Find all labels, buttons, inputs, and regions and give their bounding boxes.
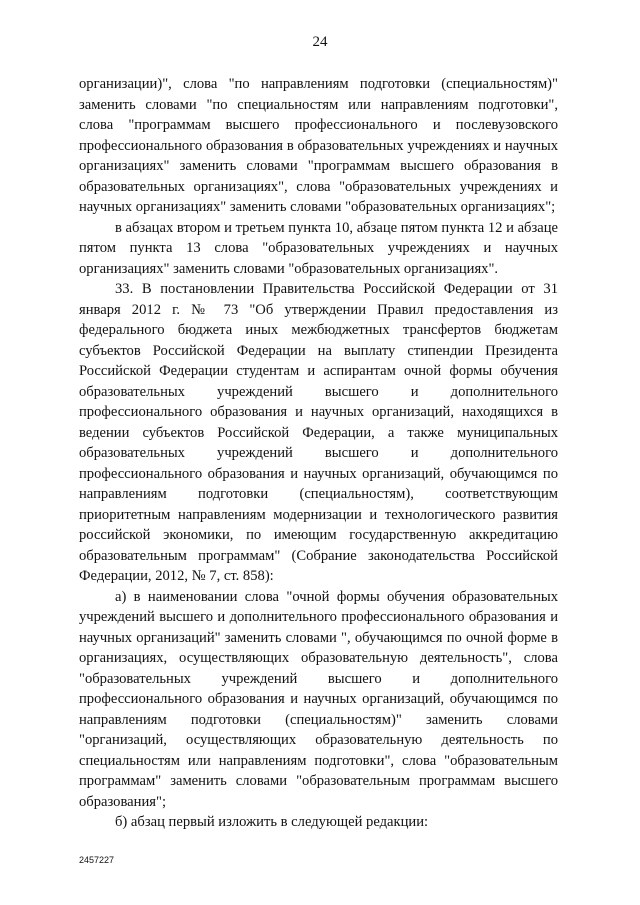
page-number: 24 xyxy=(312,34,328,50)
paragraph-item-10-12-13: в абзацах втором и третьем пункта 10, абзаце пятом пункта 12 и абзаце пятом пункта 13 слова "образовательных учреждениях и научных организациях" заменить словами "образовательных организациях". xyxy=(79,219,559,277)
document-code: 2457227 xyxy=(79,855,115,865)
document-body xyxy=(79,74,558,833)
paragraph-item-33: 33. В постановлении Правительства Российской Федерации от 31 января 2012 г. № 73 "Об утверждении Правил предоставления из федерального бюджета иных межбюджетных трансфертов бюджетам субъектов Российской Федерации на выплату стипендии Президента Российской Федерации студентам и аспирантам очной формы обучения образовательных учреждений высшего и дополнительного профессионального образования и научных организаций, находящихся в ведении субъектов Российской Федерации, а также муниципальных образовательных учреждений высшего и дополнительного профессионального образования и научных организаций, обучающимся по направлениям подготовки (специальностям), соответствующим приоритетным направлениям модернизации и технологического развития российской экономики, по имеющим государственную аккредитацию образовательным программам" (Собрание законодательства Российской Федерации, 2012, № 7, ст. 858): xyxy=(79,281,558,584)
paragraph-subitem-b: б) абзац первый изложить в следующей редакции: xyxy=(115,814,429,830)
paragraph-continuation: организации)", слова "по направлениям подготовки (специальностям)" заменить словами "по специальностям или направлениям подготовки", слова "программам высшего профессионального и послевузовского профессионального образования в образовательных учреждениях и научных организациях" заменить словами "программам высшего образования в образовательных организациях", слова "образовательных учреждениях и научных организациях" заменить словами "образовательных организациях"; xyxy=(79,76,558,215)
paragraph-subitem-a: а) в наименовании слова "очной формы обучения образовательных учреждений высшего и дополнительного профессионального образования и научных организаций" заменить словами ", обучающимся по очной форме в организациях, осуществляющих образовательную деятельность", слова "образовательных учреждений высшего и дополнительного профессионального образования и научных организаций, обучающимся по направлениям подготовки (специальностям)" заменить словами "организаций, осуществляющих образовательную деятельность по специальностям или направлениям подготовки", слова "образовательным программам" заменить словами "образовательным программам высшего образования"; xyxy=(79,588,558,810)
